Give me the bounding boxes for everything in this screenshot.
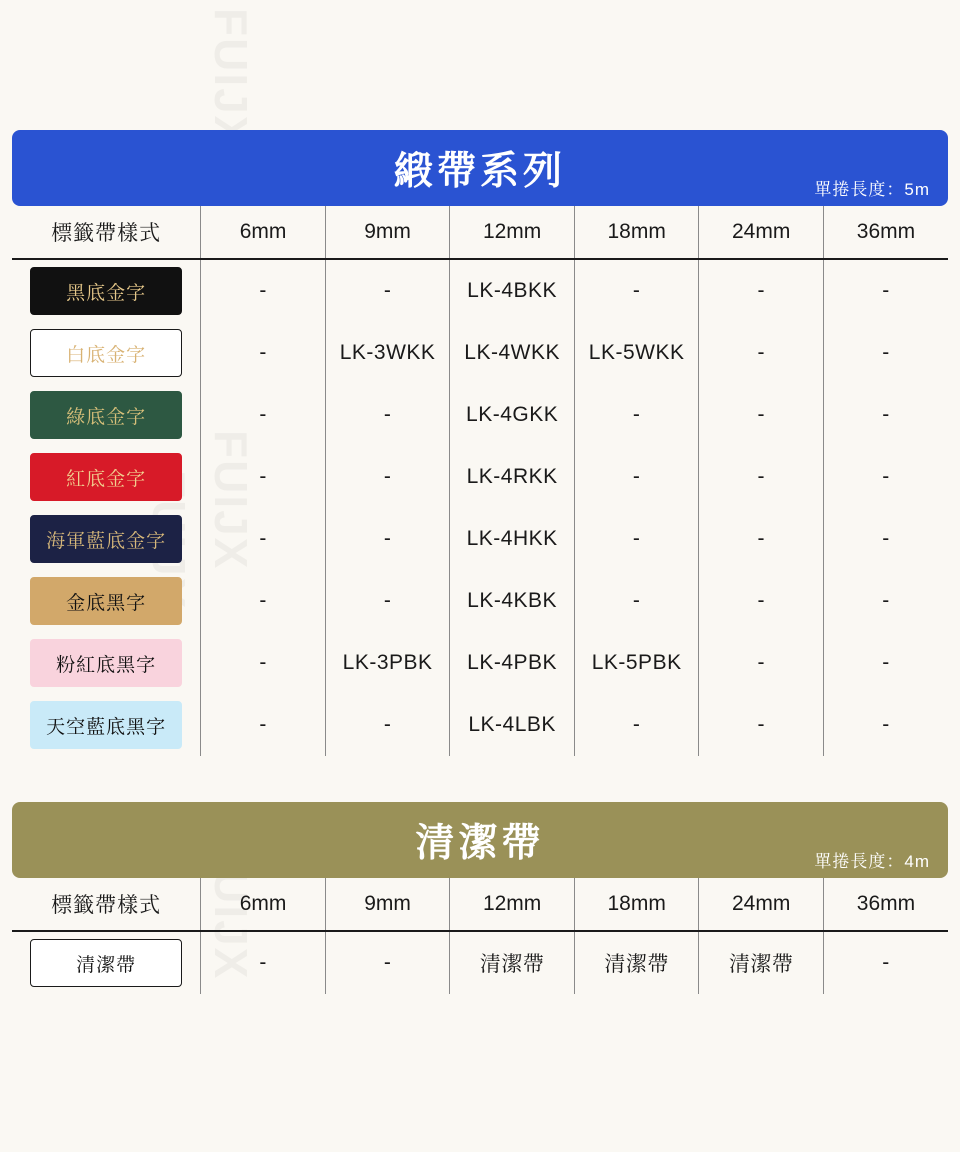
cell-36mm: - (882, 527, 890, 550)
style-label: 清潔帶 (76, 954, 137, 976)
cell-12mm: LK-4LBK (450, 694, 575, 756)
table-row (12, 322, 948, 384)
column-header-12mm: 12mm (450, 206, 575, 259)
column-header-18mm: 18mm (574, 206, 699, 259)
cell-18mm: - (574, 508, 699, 570)
table-row (12, 446, 948, 508)
style-label: 紅底金字 (66, 468, 147, 490)
cell-6mm: - (201, 446, 326, 508)
style-label: 黑底金字 (66, 282, 147, 304)
style-swatch-cell (12, 508, 201, 570)
cell-6mm: - (201, 259, 326, 322)
style-label: 金底黑字 (66, 592, 147, 614)
style-swatch-cell (12, 570, 201, 632)
cell-9mm: - (325, 570, 450, 632)
cell-6mm: - (201, 694, 326, 756)
section-length-note: 單捲長度：4m (814, 852, 930, 871)
cell-12mm: LK-4HKK (450, 508, 575, 570)
cell-18mm: 清潔帶 (574, 931, 699, 994)
cell-36mm: - (882, 951, 890, 974)
style-label: 粉紅底黑字 (56, 654, 157, 676)
section-gap (12, 756, 948, 802)
cell-9mm: - (325, 508, 450, 570)
column-header-9mm: 9mm (325, 206, 450, 259)
section-banner (12, 802, 948, 878)
section-cleaning (12, 802, 948, 994)
cell-12mm: LK-4PBK (450, 632, 575, 694)
column-header-18mm: 18mm (574, 878, 699, 931)
style-label: 海軍藍底金字 (46, 530, 167, 552)
style-swatch-cell (12, 446, 201, 508)
cleaning-spec-table (12, 878, 948, 994)
cell-6mm: - (201, 632, 326, 694)
table-row (12, 931, 948, 994)
cell-24mm: - (699, 259, 824, 322)
column-header-36mm: 36mm (823, 206, 948, 259)
cell-12mm: LK-4WKK (450, 322, 575, 384)
column-header-9mm: 9mm (325, 878, 450, 931)
color-swatch (30, 939, 182, 987)
color-swatch (30, 577, 182, 625)
table-header-row (12, 878, 948, 931)
section-ribbon (12, 130, 948, 756)
cell-24mm: - (699, 694, 824, 756)
cell-9mm: - (325, 694, 450, 756)
color-swatch (30, 267, 182, 315)
section-length-note: 單捲長度：5m (814, 180, 930, 199)
color-swatch (30, 515, 182, 563)
cell-36mm: - (882, 465, 890, 488)
cell-36mm: - (882, 403, 890, 426)
table-row (12, 259, 948, 322)
cell-36mm: - (882, 341, 890, 364)
cell-18mm: - (574, 384, 699, 446)
cell-9mm: - (325, 259, 450, 322)
section-banner (12, 130, 948, 206)
color-swatch (30, 639, 182, 687)
cell-9mm: - (325, 446, 450, 508)
table-row (12, 570, 948, 632)
color-swatch (30, 391, 182, 439)
table-row (12, 384, 948, 446)
color-swatch (30, 453, 182, 501)
cell-36mm: - (882, 589, 890, 612)
cell-6mm: - (201, 322, 326, 384)
style-swatch-cell (12, 931, 201, 994)
column-header-12mm: 12mm (450, 878, 575, 931)
style-swatch-cell (12, 694, 201, 756)
style-label: 綠底金字 (66, 406, 147, 428)
cell-24mm: - (699, 570, 824, 632)
cell-24mm: - (699, 632, 824, 694)
column-header-style: 標籤帶樣式 (12, 878, 201, 931)
style-label: 天空藍底黑字 (46, 716, 167, 738)
cell-12mm: LK-4GKK (450, 384, 575, 446)
table-header-row (12, 206, 948, 259)
color-swatch (30, 701, 182, 749)
cell-18mm: LK-5PBK (574, 632, 699, 694)
style-swatch-cell (12, 322, 201, 384)
column-header-24mm: 24mm (699, 878, 824, 931)
ribbon-spec-table (12, 206, 948, 756)
cell-18mm: - (574, 694, 699, 756)
style-label: 白底金字 (66, 344, 147, 366)
cell-24mm: - (699, 446, 824, 508)
cell-9mm: - (325, 931, 450, 994)
cell-24mm: - (699, 322, 824, 384)
cell-18mm: LK-5WKK (574, 322, 699, 384)
column-header-36mm: 36mm (823, 878, 948, 931)
cell-12mm: LK-4RKK (450, 446, 575, 508)
color-swatch (30, 329, 182, 377)
style-swatch-cell (12, 632, 201, 694)
column-header-6mm: 6mm (201, 206, 326, 259)
cell-9mm: - (325, 384, 450, 446)
section-title: 緞帶系列 (393, 150, 566, 193)
cell-6mm: - (201, 508, 326, 570)
cell-9mm: LK-3PBK (325, 632, 450, 694)
cell-12mm: 清潔帶 (450, 931, 575, 994)
cell-24mm: - (699, 384, 824, 446)
cell-6mm: - (201, 384, 326, 446)
style-swatch-cell (12, 384, 201, 446)
section-title: 清潔帶 (415, 822, 545, 865)
column-header-6mm: 6mm (201, 878, 326, 931)
cell-18mm: - (574, 259, 699, 322)
cell-9mm: LK-3WKK (325, 322, 450, 384)
cell-6mm: - (201, 570, 326, 632)
cell-6mm: - (201, 931, 326, 994)
cell-12mm: LK-4BKK (450, 259, 575, 322)
style-swatch-cell (12, 259, 201, 322)
table-row (12, 508, 948, 570)
cell-12mm: LK-4KBK (450, 570, 575, 632)
cell-24mm: - (699, 508, 824, 570)
cell-36mm: - (882, 651, 890, 674)
column-header-24mm: 24mm (699, 206, 824, 259)
cell-24mm: 清潔帶 (699, 931, 824, 994)
cell-18mm: - (574, 570, 699, 632)
table-row (12, 632, 948, 694)
table-row (12, 694, 948, 756)
cell-18mm: - (574, 446, 699, 508)
cell-36mm: - (882, 279, 890, 302)
column-header-style: 標籤帶樣式 (12, 206, 201, 259)
cell-36mm: - (882, 713, 890, 736)
